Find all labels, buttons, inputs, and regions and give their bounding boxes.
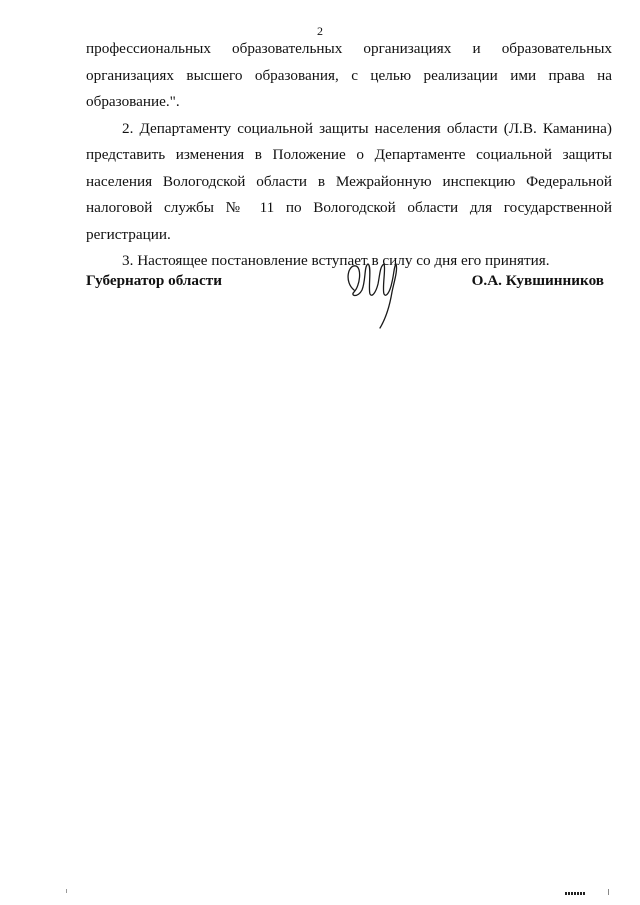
scan-artifact-right [608, 889, 609, 895]
signatory-name: О.А. Кувшинников [471, 272, 604, 289]
scan-artifact-left [66, 889, 67, 893]
signatory-title: Губернатор области [86, 272, 222, 289]
document-body [86, 36, 612, 275]
page-number: 2 [317, 24, 323, 38]
scan-barcode-mark [565, 892, 585, 895]
paragraph-continuation: профессиональных образовательных организациях и образовательных организациях высшего образования, с целью реализации ими права на образование.". [86, 40, 612, 110]
handwritten-signature [340, 252, 410, 332]
paragraph-item-3: 3. Настоящее постановление вступает в силу со дня его принятия. [122, 252, 550, 269]
paragraph-item-2: 2. Департаменту социальной защиты населения области (Л.В. Каманина) представить изменения в Положение о Департаменте социальной защиты населения Вологодской области в Межрайонную инспекцию Федеральной налоговой службы № 11 по Вологодской области для государственной регистрации. [86, 119, 612, 243]
